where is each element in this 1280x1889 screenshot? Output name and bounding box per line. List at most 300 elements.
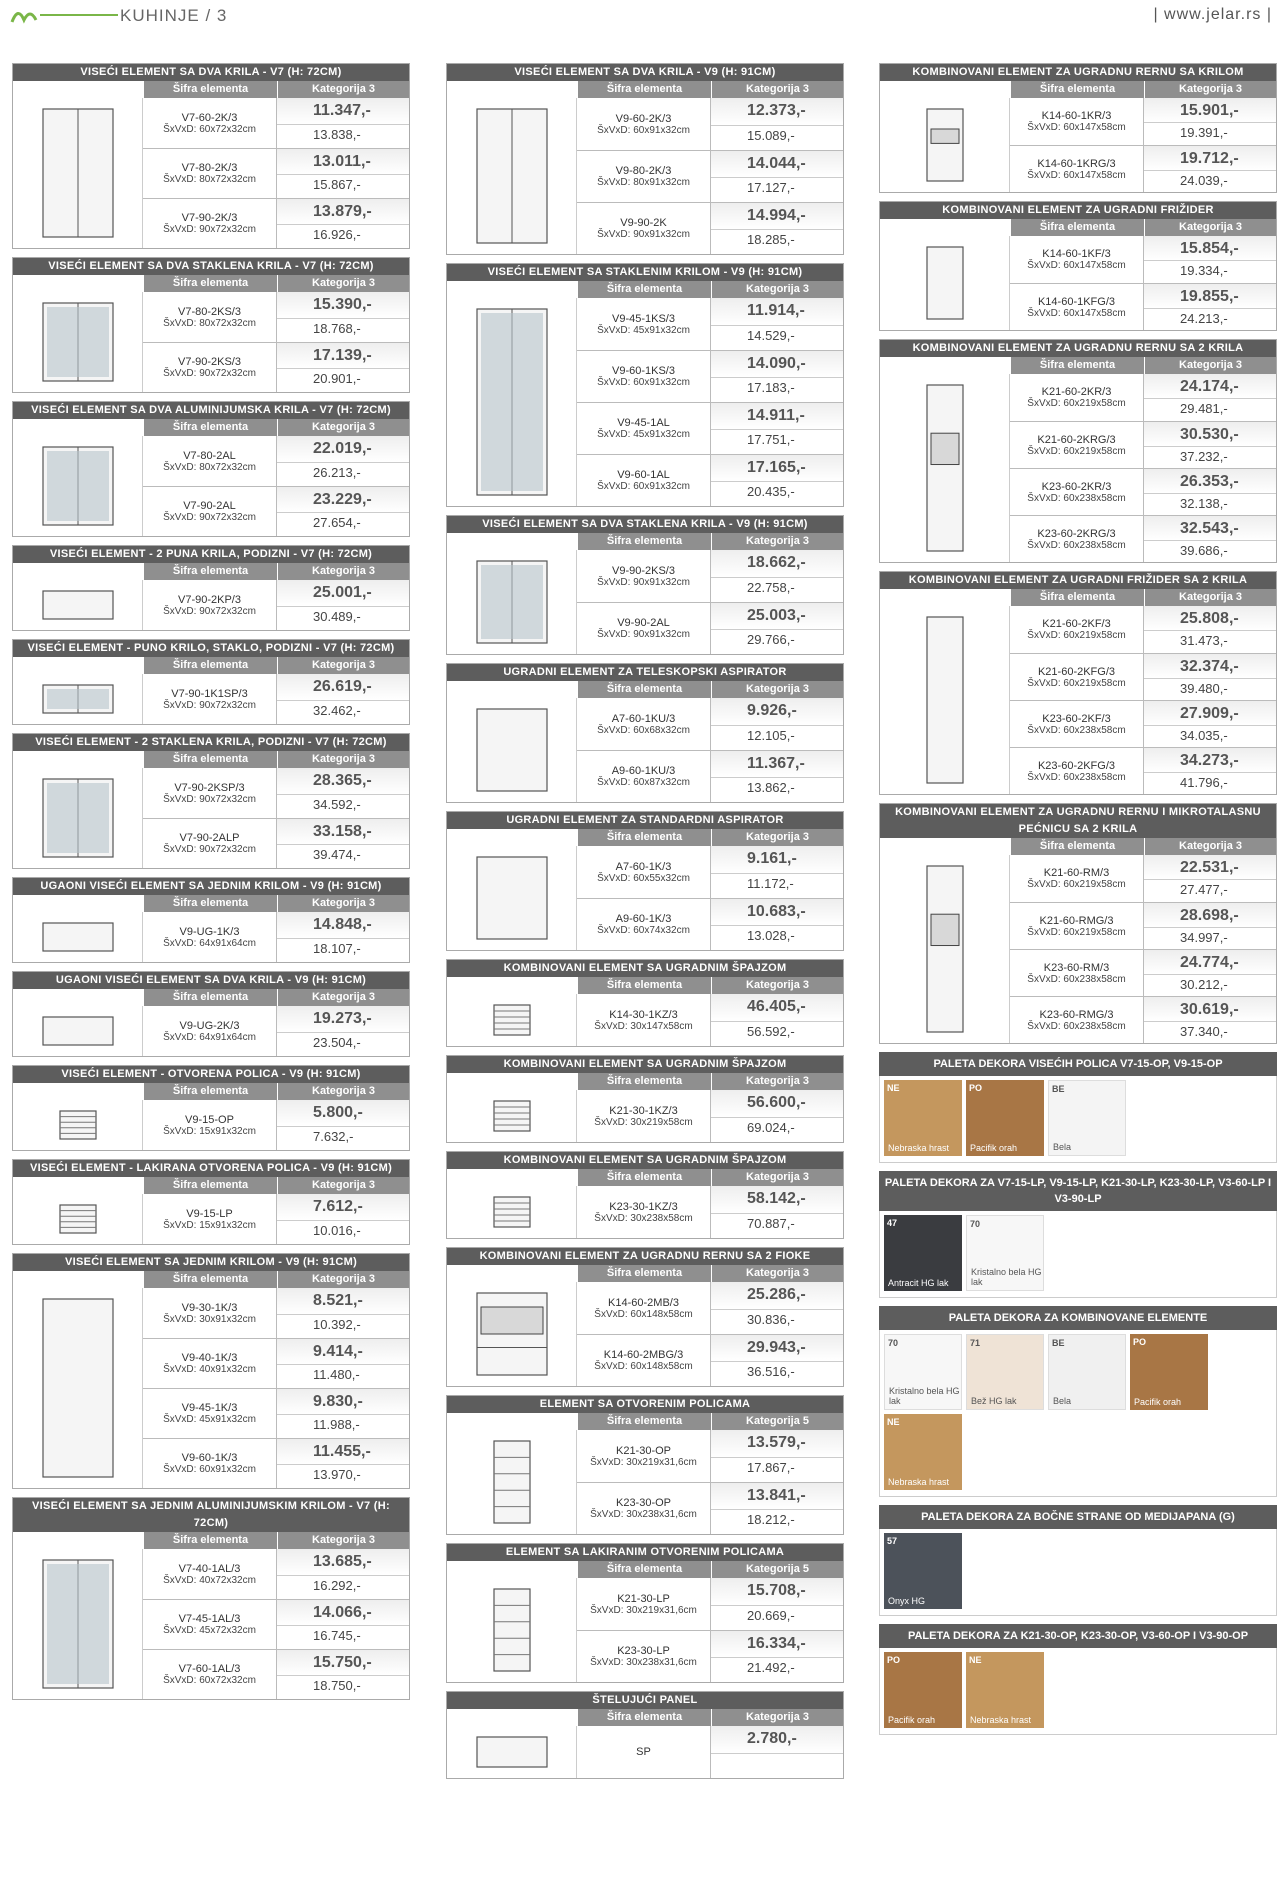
product-row xyxy=(1010,515,1276,562)
product-dimensions: ŠxVxD: 90x72x32cm xyxy=(163,605,256,617)
product-row xyxy=(143,1194,409,1244)
product-dimensions: ŠxVxD: 60x219x58cm xyxy=(1027,630,1126,641)
price-primary: 17.165,- xyxy=(711,455,843,481)
product-code: A9-60-1K/3 xyxy=(615,913,672,925)
decor-palette xyxy=(879,1306,1277,1497)
product-row xyxy=(143,1388,409,1438)
product-row xyxy=(1010,949,1276,996)
price-primary: 8.521,- xyxy=(277,1288,409,1314)
product-code: K14-60-1KFG/3 xyxy=(1037,295,1116,308)
product-row xyxy=(577,1186,843,1238)
product-row xyxy=(143,436,409,486)
decor-swatch[interactable] xyxy=(966,1652,1044,1728)
swatch-name: Antracit HG lak xyxy=(888,1278,949,1288)
product-code: K14-60-2MBG/3 xyxy=(603,1349,684,1361)
product-row xyxy=(1010,747,1276,794)
price-primary: 17.139,- xyxy=(277,343,409,368)
section-title: VISEĆI ELEMENT SA DVA KRILA - V7 (H: 72CM) xyxy=(13,64,409,81)
column-headers xyxy=(13,989,409,1006)
product-code: K21-60-2KFG/3 xyxy=(1037,665,1116,678)
section-title: VISEĆI ELEMENT SA STAKLENIM KRILOM - V9 (H: 91CM) xyxy=(447,264,843,281)
decor-swatch[interactable] xyxy=(884,1215,962,1291)
category-column-header: Kategorija 3 xyxy=(1144,589,1276,606)
product-dimensions: ŠxVxD: 60x219x58cm xyxy=(1027,926,1126,938)
swatch-code: 71 xyxy=(970,1338,981,1348)
code-column-header: Šifra elementa xyxy=(577,533,711,550)
code-column-header: Šifra elementa xyxy=(577,1265,711,1282)
swatch-code: PO xyxy=(1133,1337,1147,1347)
column-headers xyxy=(447,1265,843,1282)
decor-swatch[interactable] xyxy=(966,1215,1044,1291)
price-primary: 16.334,- xyxy=(711,1631,843,1657)
code-column-header: Šifra elementa xyxy=(577,1413,711,1430)
product-code: V9-90-2K xyxy=(620,217,667,229)
wall-cabinet-glass-icon xyxy=(13,292,143,392)
price-primary: 9.414,- xyxy=(277,1339,409,1364)
product-dimensions: ŠxVxD: 60x147x58cm xyxy=(1027,122,1126,133)
section-title: KOMBINOVANI ELEMENT ZA UGRADNU RERNU SA 2 KRILA xyxy=(880,340,1276,357)
swatch-name: Bela xyxy=(1053,1396,1072,1406)
product-dimensions: ŠxVxD: 60x219x58cm xyxy=(1027,677,1126,689)
product-code: V9-60-1K/3 xyxy=(181,1452,238,1464)
column-headers xyxy=(447,1561,843,1578)
product-dimensions: ŠxVxD: 30x238x31,6cm xyxy=(590,1657,697,1668)
product-dimensions: ŠxVxD: 60x55x32cm xyxy=(597,872,690,884)
palette-title: PALETA DEKORA ZA BOČNE STRANE OD MEDIJAPANA (G) xyxy=(879,1505,1277,1529)
price-secondary: 29.766,- xyxy=(711,629,843,654)
product-code: V9-60-1AL xyxy=(617,469,670,481)
decor-swatch[interactable] xyxy=(966,1080,1044,1156)
price-secondary: 37.340,- xyxy=(1144,1021,1276,1044)
price-primary: 32.543,- xyxy=(1144,516,1276,540)
section-title: KOMBINOVANI ELEMENT ZA UGRADNI FRIŽIDER xyxy=(880,202,1276,219)
decor-swatch[interactable] xyxy=(884,1334,962,1410)
decor-swatch[interactable] xyxy=(966,1334,1044,1410)
price-primary: 11.914,- xyxy=(711,298,843,325)
product-section xyxy=(12,971,410,1057)
product-dimensions: ŠxVxD: 90x91x32cm xyxy=(597,229,690,240)
product-dimensions: ŠxVxD: 30x219x58cm xyxy=(594,1116,693,1128)
product-code: V9-15-LP xyxy=(186,1207,233,1220)
price-secondary: 17.183,- xyxy=(711,377,843,402)
price-secondary: 13.862,- xyxy=(711,777,843,802)
swatch-name: Nebraska hrast xyxy=(970,1715,1032,1725)
price-secondary: 11.988,- xyxy=(277,1414,409,1438)
decor-swatch[interactable] xyxy=(884,1080,962,1156)
oven-cabinet-icon xyxy=(880,98,1010,192)
price-primary: 15.750,- xyxy=(277,1650,409,1675)
swatch-code: PO xyxy=(887,1655,901,1665)
price-secondary: 20.435,- xyxy=(711,481,843,506)
price-secondary: 30.489,- xyxy=(277,606,409,631)
product-dimensions: ŠxVxD: 60x238x58cm xyxy=(1027,1020,1126,1032)
price-secondary: 27.477,- xyxy=(1144,879,1276,902)
product-dimensions: ŠxVxD: 80x72x32cm xyxy=(163,461,256,473)
product-dimensions: ŠxVxD: 60x147x58cm xyxy=(1027,307,1126,319)
price-primary: 28.698,- xyxy=(1144,903,1276,927)
section-title: UGRADNI ELEMENT ZA TELESKOPSKI ASPIRATOR xyxy=(447,664,843,681)
section-title: ELEMENT SA LAKIRANIM OTVORENIM POLICAMA xyxy=(447,1544,843,1561)
wall-cabinet-2-door-icon xyxy=(13,98,143,248)
swatch-code: NE xyxy=(887,1417,900,1427)
price-primary: 19.273,- xyxy=(277,1006,409,1032)
product-code: V9-60-2K/3 xyxy=(615,112,672,125)
column-headers xyxy=(880,589,1276,606)
product-row xyxy=(577,150,843,202)
column-headers xyxy=(447,681,843,698)
category-column-header: Kategorija 3 xyxy=(1144,81,1276,98)
section-title: VISEĆI ELEMENT SA JEDNIM ALUMINIJUMSKIM KRILOM - V7 (H: 72CM) xyxy=(13,1498,409,1532)
column-2 xyxy=(446,63,844,1787)
category-column-header: Kategorija 5 xyxy=(711,1413,843,1430)
product-dimensions: ŠxVxD: 90x91x32cm xyxy=(597,576,690,588)
column-headers xyxy=(13,563,409,580)
product-dimensions: ŠxVxD: 90x72x32cm xyxy=(163,368,256,379)
price-primary: 14.911,- xyxy=(711,403,843,429)
product-section xyxy=(12,257,410,393)
product-code: V7-90-2KSP/3 xyxy=(174,781,245,794)
product-row xyxy=(1010,606,1276,653)
product-row xyxy=(577,1334,843,1386)
category-column-header: Kategorija 3 xyxy=(711,977,843,994)
code-column-header: Šifra elementa xyxy=(143,989,277,1006)
price-secondary: 19.391,- xyxy=(1144,122,1276,145)
price-secondary: 15.089,- xyxy=(711,125,843,151)
price-primary: 28.365,- xyxy=(277,768,409,794)
tall-open-shelf-icon xyxy=(447,1578,577,1682)
product-dimensions: ŠxVxD: 90x72x32cm xyxy=(163,793,256,805)
swatch-name: Bež HG lak xyxy=(971,1396,1017,1406)
decor-swatch[interactable] xyxy=(1048,1334,1126,1410)
product-dimensions: ŠxVxD: 60x238x58cm xyxy=(1027,771,1126,783)
category-column-header: Kategorija 3 xyxy=(277,1532,409,1549)
price-primary: 46.405,- xyxy=(711,994,843,1021)
product-row xyxy=(577,698,843,750)
section-title: UGAONI VISEĆI ELEMENT SA DVA KRILA - V9 (H: 91CM) xyxy=(13,972,409,989)
price-primary: 15.854,- xyxy=(1144,236,1276,260)
decor-swatch[interactable] xyxy=(884,1414,962,1490)
product-code: V9-60-1KS/3 xyxy=(612,365,675,377)
product-dimensions: ŠxVxD: 90x72x32cm xyxy=(163,844,256,855)
hood-icon xyxy=(447,846,577,950)
product-row xyxy=(143,674,409,724)
product-section xyxy=(12,1159,410,1245)
column-headers xyxy=(880,838,1276,855)
price-secondary: 34.592,- xyxy=(277,794,409,819)
product-code: V9-UG-1K/3 xyxy=(179,925,240,938)
price-primary: 7.612,- xyxy=(277,1194,409,1220)
code-column-header: Šifra elementa xyxy=(143,563,277,580)
swatch-code: NE xyxy=(969,1655,982,1665)
swatch-code: 57 xyxy=(887,1536,898,1546)
product-dimensions: ŠxVxD: 30x147x58cm xyxy=(594,1020,693,1032)
product-section xyxy=(446,63,844,255)
price-secondary: 15.867,- xyxy=(277,174,409,198)
product-section xyxy=(879,339,1277,563)
product-row xyxy=(1010,700,1276,747)
price-primary: 11.455,- xyxy=(277,1439,409,1464)
price-secondary: 18.107,- xyxy=(277,938,409,963)
code-column-header: Šifra elementa xyxy=(577,1561,711,1578)
product-row xyxy=(1010,98,1276,145)
product-row xyxy=(143,198,409,248)
price-secondary: 39.686,- xyxy=(1144,540,1276,563)
code-column-header: Šifra elementa xyxy=(577,681,711,698)
column-headers xyxy=(880,81,1276,98)
price-primary: 13.879,- xyxy=(277,199,409,224)
brand-logo-icon xyxy=(10,4,120,26)
product-row xyxy=(143,1338,409,1388)
section-title: VISEĆI ELEMENT SA DVA ALUMINIJUMSKA KRILA - V7 (H: 72CM) xyxy=(13,402,409,419)
product-code: K23-60-2KFG/3 xyxy=(1037,759,1116,772)
price-secondary: 22.758,- xyxy=(711,577,843,603)
product-dimensions: ŠxVxD: 60x148x58cm xyxy=(594,1361,693,1372)
price-primary: 13.579,- xyxy=(711,1430,843,1457)
decor-palette xyxy=(879,1624,1277,1735)
product-row xyxy=(577,298,843,350)
price-primary: 22.019,- xyxy=(277,436,409,462)
price-secondary: 70.887,- xyxy=(711,1213,843,1239)
price-primary: 24.174,- xyxy=(1144,374,1276,398)
product-row xyxy=(577,994,843,1046)
product-row xyxy=(1010,996,1276,1043)
price-primary: 26.619,- xyxy=(277,674,409,700)
product-dimensions: ŠxVxD: 60x238x58cm xyxy=(1027,539,1126,551)
price-secondary: 39.474,- xyxy=(277,844,409,868)
price-primary: 58.142,- xyxy=(711,1186,843,1213)
product-section xyxy=(12,63,410,249)
product-dimensions: ŠxVxD: 60x219x58cm xyxy=(1027,445,1126,457)
price-secondary: 30.212,- xyxy=(1144,974,1276,997)
product-dimensions: ŠxVxD: 15x91x32cm xyxy=(163,1125,256,1137)
column-headers xyxy=(447,829,843,846)
wall-cabinet-1-door-icon xyxy=(13,1288,143,1488)
section-title: KOMBINOVANI ELEMENT ZA UGRADNI FRIŽIDER SA 2 KRILA xyxy=(880,572,1276,589)
price-primary: 2.780,- xyxy=(711,1726,843,1753)
category-column-header: Kategorija 3 xyxy=(711,1709,843,1726)
product-dimensions: ŠxVxD: 64x91x64cm xyxy=(163,937,256,949)
code-column-header: Šifra elementa xyxy=(143,1177,277,1194)
product-row xyxy=(577,750,843,802)
price-secondary: 14.529,- xyxy=(711,325,843,351)
product-row xyxy=(577,350,843,402)
swatch-name: Nebraska hrast xyxy=(888,1143,950,1153)
decor-swatch[interactable] xyxy=(884,1652,962,1728)
wall-cabinet-glass-icon xyxy=(447,550,577,654)
price-secondary: 37.232,- xyxy=(1144,446,1276,469)
product-dimensions: ŠxVxD: 60x91x32cm xyxy=(597,481,690,492)
wall-cabinet-glass-icon xyxy=(447,298,577,506)
product-row xyxy=(1010,283,1276,330)
product-code: K21-60-2KRG/3 xyxy=(1037,433,1116,446)
column-headers xyxy=(13,895,409,912)
product-code: V7-80-2AL xyxy=(183,449,236,462)
category-column-header: Kategorija 3 xyxy=(711,281,843,298)
price-secondary: 18.768,- xyxy=(277,318,409,343)
product-dimensions: ŠxVxD: 30x91x32cm xyxy=(163,1313,256,1325)
price-primary: 56.600,- xyxy=(711,1090,843,1117)
website-url[interactable]: | www.jelar.rs | xyxy=(1153,6,1272,23)
product-row xyxy=(143,818,409,868)
column-headers xyxy=(447,977,843,994)
price-secondary: 7.632,- xyxy=(277,1126,409,1151)
product-code: V7-90-2AL xyxy=(183,500,236,512)
product-code: K23-60-2KF/3 xyxy=(1042,712,1111,725)
decor-palette xyxy=(879,1505,1277,1616)
decor-swatch[interactable] xyxy=(884,1533,962,1609)
column-headers xyxy=(447,81,843,98)
product-code: K21-60-RM/3 xyxy=(1043,867,1110,879)
pantry-icon xyxy=(447,1186,577,1238)
product-code: K14-60-1KRG/3 xyxy=(1037,157,1116,170)
price-primary: 13.011,- xyxy=(277,149,409,174)
product-dimensions: ŠxVxD: 30x219x31,6cm xyxy=(590,1456,697,1468)
price-primary: 29.943,- xyxy=(711,1335,843,1361)
product-row xyxy=(577,202,843,254)
code-column-header: Šifra elementa xyxy=(143,81,277,98)
page-title: KUHINJE / 3 xyxy=(120,6,228,25)
product-code: A7-60-1K/3 xyxy=(615,860,672,873)
product-dimensions: ŠxVxD: 60x72x32cm xyxy=(163,123,256,135)
swatch-code: PO xyxy=(969,1083,983,1093)
product-code: V9-45-1KS/3 xyxy=(612,312,675,325)
corner-cabinet-icon xyxy=(13,912,143,962)
palette-title: PALETA DEKORA ZA K21-30-OP, K23-30-OP, V3-60-OP I V3-90-OP xyxy=(879,1624,1277,1648)
product-dimensions: ŠxVxD: 40x72x32cm xyxy=(163,1574,256,1586)
product-section xyxy=(446,1247,844,1387)
product-row xyxy=(577,402,843,454)
price-primary: 14.848,- xyxy=(277,912,409,938)
product-code: K21-60-RMG/3 xyxy=(1039,914,1114,927)
product-row xyxy=(577,1726,843,1778)
product-dimensions: ŠxVxD: 60x219x58cm xyxy=(1027,879,1126,890)
section-title: ELEMENT SA OTVORENIM POLICAMA xyxy=(447,1396,843,1413)
product-dimensions: ŠxVxD: 60x68x32cm xyxy=(597,724,690,736)
product-section xyxy=(446,1055,844,1143)
product-row xyxy=(1010,653,1276,700)
swatch-code: BE xyxy=(1052,1338,1065,1348)
product-section xyxy=(446,1151,844,1239)
price-secondary: 24.039,- xyxy=(1144,170,1276,193)
product-section xyxy=(446,515,844,655)
section-title: UGAONI VISEĆI ELEMENT SA JEDNIM KRILOM - V9 (H: 91CM) xyxy=(13,878,409,895)
product-code: V7-60-2K/3 xyxy=(181,111,238,124)
price-secondary xyxy=(711,1753,843,1779)
hood-cabinet-icon xyxy=(447,698,577,802)
price-primary: 14.090,- xyxy=(711,351,843,377)
category-column-header: Kategorija 3 xyxy=(277,275,409,292)
section-title: VISEĆI ELEMENT - PUNO KRILO, STAKLO, PODIZNI - V7 (H: 72CM) xyxy=(13,640,409,657)
price-secondary: 16.292,- xyxy=(277,1575,409,1600)
section-title: VISEĆI ELEMENT SA JEDNIM KRILOM - V9 (H: 91CM) xyxy=(13,1254,409,1271)
product-dimensions: ŠxVxD: 90x91x32cm xyxy=(597,629,690,640)
swatch-code: BE xyxy=(1052,1084,1065,1094)
code-column-header: Šifra elementa xyxy=(577,1709,711,1726)
product-code: V7-80-2K/3 xyxy=(181,162,238,174)
code-column-header: Šifra elementa xyxy=(577,81,711,98)
column-headers xyxy=(447,533,843,550)
price-secondary: 16.745,- xyxy=(277,1625,409,1649)
product-code: K23-60-RM/3 xyxy=(1043,961,1110,974)
section-title: VISEĆI ELEMENT SA DVA KRILA - V9 (H: 91CM) xyxy=(447,64,843,81)
category-column-header: Kategorija 3 xyxy=(277,1271,409,1288)
product-row xyxy=(143,1549,409,1599)
product-code: V9-15-OP xyxy=(185,1113,234,1126)
product-code: V9-45-1AL xyxy=(617,417,670,429)
wall-cabinet-aluminium-icon xyxy=(13,1549,143,1699)
price-primary: 11.347,- xyxy=(277,98,409,124)
code-column-header: Šifra elementa xyxy=(1010,589,1144,606)
product-section xyxy=(12,1253,410,1489)
category-column-header: Kategorija 3 xyxy=(711,533,843,550)
product-code: V9-UG-2K/3 xyxy=(179,1019,240,1032)
price-secondary: 16.926,- xyxy=(277,224,409,248)
product-row xyxy=(143,148,409,198)
section-title: VISEĆI ELEMENT SA DVA STAKLENA KRILA - V7 (H: 72CM) xyxy=(13,258,409,275)
product-code: K21-60-2KF/3 xyxy=(1042,618,1111,630)
price-primary: 19.712,- xyxy=(1144,146,1276,170)
product-dimensions: ŠxVxD: 60x238x58cm xyxy=(1027,973,1126,985)
product-row xyxy=(1010,421,1276,468)
product-dimensions: ŠxVxD: 60x74x32cm xyxy=(597,925,690,936)
product-code: V9-45-1K/3 xyxy=(181,1402,238,1414)
price-secondary: 32.138,- xyxy=(1144,493,1276,516)
code-column-header: Šifra elementa xyxy=(577,829,711,846)
product-section xyxy=(12,1065,410,1151)
price-secondary: 30.836,- xyxy=(711,1309,843,1335)
price-primary: 33.158,- xyxy=(277,819,409,844)
price-secondary: 24.213,- xyxy=(1144,308,1276,331)
column-headers xyxy=(13,1083,409,1100)
price-secondary: 17.127,- xyxy=(711,177,843,202)
product-code: K21-30-LP xyxy=(617,1592,670,1605)
category-column-header: Kategorija 3 xyxy=(277,81,409,98)
price-secondary: 20.901,- xyxy=(277,368,409,392)
category-column-header: Kategorija 5 xyxy=(711,1561,843,1578)
code-column-header: Šifra elementa xyxy=(577,977,711,994)
palette-title: PALETA DEKORA ZA V7-15-LP, V9-15-LP, K21-30-LP, K23-30-LP, V3-60-LP I V3-90-LP xyxy=(879,1171,1277,1211)
wall-cabinet-aluminium-icon xyxy=(13,436,143,536)
price-primary: 27.909,- xyxy=(1144,701,1276,725)
product-code: K23-60-RMG/3 xyxy=(1039,1008,1114,1021)
category-column-header: Kategorija 3 xyxy=(277,895,409,912)
price-primary: 15.708,- xyxy=(711,1578,843,1605)
code-column-header: Šifra elementa xyxy=(1010,357,1144,374)
swatch-name: Kristalno bela HG lak xyxy=(889,1386,960,1406)
decor-swatch[interactable] xyxy=(1048,1080,1126,1156)
category-column-header: Kategorija 3 xyxy=(277,989,409,1006)
product-dimensions: ŠxVxD: 60x87x32cm xyxy=(597,777,690,788)
category-column-header: Kategorija 3 xyxy=(1144,357,1276,374)
product-section xyxy=(446,1395,844,1535)
category-column-header: Kategorija 3 xyxy=(277,1177,409,1194)
decor-swatch[interactable] xyxy=(1130,1334,1208,1410)
swatch-code: 70 xyxy=(888,1338,899,1348)
tall-open-shelf-icon xyxy=(447,1430,577,1534)
product-row xyxy=(1010,902,1276,949)
code-column-header: Šifra elementa xyxy=(143,1083,277,1100)
product-row xyxy=(577,898,843,950)
palette-title: PALETA DEKORA ZA KOMBINOVANE ELEMENTE xyxy=(879,1306,1277,1330)
product-row xyxy=(577,454,843,506)
code-column-header: Šifra elementa xyxy=(1010,838,1144,855)
column-3 xyxy=(879,63,1277,1743)
price-secondary: 13.970,- xyxy=(277,1464,409,1488)
column-headers xyxy=(447,1169,843,1186)
price-secondary: 32.462,- xyxy=(277,700,409,725)
code-column-header: Šifra elementa xyxy=(1010,81,1144,98)
category-column-header: Kategorija 3 xyxy=(711,1265,843,1282)
